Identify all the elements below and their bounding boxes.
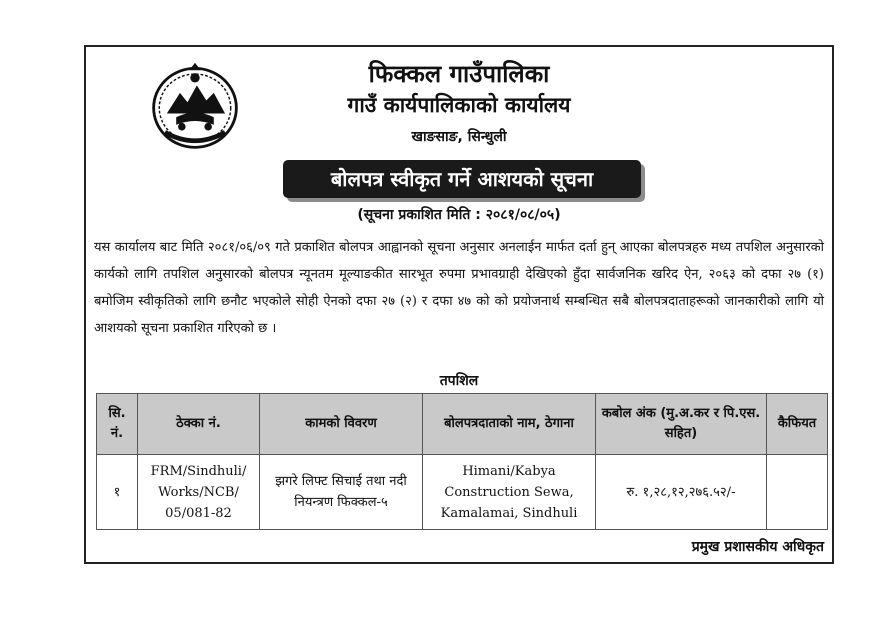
cell-amount: रु. १,२८,१२,२७६.५२/- [596,455,767,530]
cell-description: झगरे लिफ्ट सिचाई तथा नदी नियन्त्रण फिक्कल-५ [260,455,423,530]
signature-title: प्रमुख प्रशासकीय अधिकृत [691,539,824,555]
schedule-table [96,393,828,530]
published-date: (सूचना प्रकाशित मिति : २०८१/०८/०५) [357,207,561,223]
header-remarks: कैफियत [767,394,828,455]
schedule-header-row [97,394,828,455]
office-name: गाउँ कार्यपालिकाको कार्यालय [347,93,571,117]
header-contract-no: ठेक्का नं. [138,394,260,455]
cell-contract-no: FRM/Sindhuli/ Works/NCB/ 05/081-82 [138,455,260,530]
notice-body: यस कार्यालय बाट मिति २०८१/०६/०९ गते प्रकाशित बोलपत्र आह्वानको सूचना अनुसार अनलाईन मार्फत दर्ता हुन् आएका बोलपत्रहरु मध्य तपशिल अनुसारको कार्यको लागि तपशिल अनुसारको बोलपत्र न्यूनतम मूल्याङकीत सारभूत रुपमा प्रभावग्राही देखिएको हुँदा सार्वजनिक खरिद ऐन, २०६३ को दफा २७ (१) बमोजिम स्वीकृतिको लागि छनौट भएकोले सोही ऐनको दफा २७ (२) र दफा ४७ को को प्रयोजनार्थ सम्बन्धित सबै बोलपत्रदाताहरूको जानकारीको लागि यो आशयको सूचना प्रकाशित गरिएको छ । [94,240,824,336]
header-bidder: बोलपत्रदाताको नाम, ठेगाना [423,394,596,455]
cell-remarks [767,455,828,530]
header-amount: कबोल अंक (मु.अ.कर र पि.एस. सहित) [596,394,767,455]
header-description: कामको विवरण [260,394,423,455]
schedule-title: तपशिल [439,373,479,389]
cell-bidder: Himani/Kabya Construction Sewa, Kamalamai, Sindhuli [423,455,596,530]
notice-title-banner: बोलपत्र स्वीकृत गर्ने आशयको सूचना [283,160,641,198]
notice-frame [84,45,834,564]
cell-sn: १ [97,455,138,530]
office-location: खाङसाङ, सिन्धुली [411,129,507,145]
table-row [97,455,828,530]
org-name: फिक्कल गाउँपालिका [368,60,550,88]
header-sn: सि. नं. [97,394,138,455]
